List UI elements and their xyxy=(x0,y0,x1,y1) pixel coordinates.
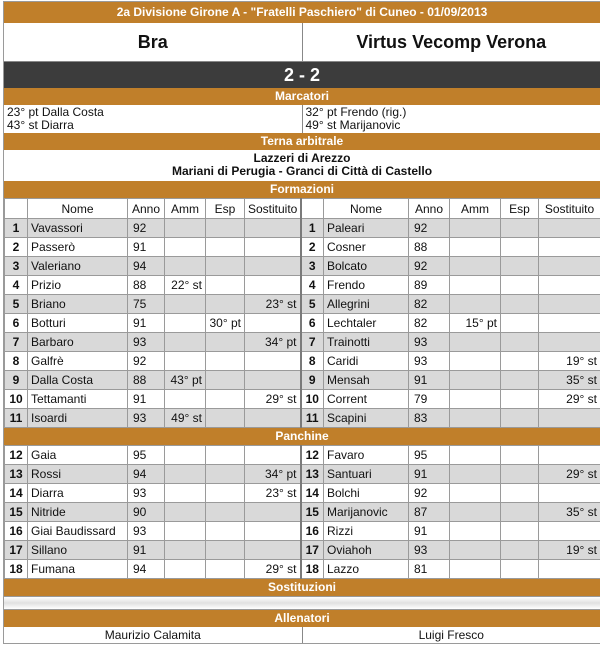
away-player-sub: 19° st xyxy=(539,352,600,371)
home-player-name: Dalla Costa xyxy=(28,371,128,390)
section-terna: Terna arbitrale xyxy=(4,133,600,150)
shirt-number: 11 xyxy=(5,409,28,428)
header-anno: Anno xyxy=(409,199,450,219)
away-player-year: 83 xyxy=(409,409,450,428)
away-player-red xyxy=(501,446,539,465)
away-player-sub xyxy=(539,276,600,295)
home-player-red xyxy=(206,276,245,295)
away-player-name: Santuari xyxy=(324,465,409,484)
home-player-year: 88 xyxy=(128,371,165,390)
player-row xyxy=(5,409,600,428)
home-player-sub xyxy=(245,257,301,276)
home-player-red xyxy=(206,238,245,257)
away-player-year: 82 xyxy=(409,295,450,314)
player-row xyxy=(5,314,600,333)
home-player-yellow xyxy=(165,390,206,409)
away-player-year: 93 xyxy=(409,541,450,560)
home-player-name: Botturi xyxy=(28,314,128,333)
away-player-sub xyxy=(539,484,600,503)
home-team-name: Bra xyxy=(4,23,303,61)
away-player-name: Mensah xyxy=(324,371,409,390)
away-player-year: 89 xyxy=(409,276,450,295)
home-player-year: 94 xyxy=(128,257,165,276)
away-player-sub: 35° st xyxy=(539,371,600,390)
away-player-name: Rizzi xyxy=(324,522,409,541)
away-player-yellow xyxy=(450,219,501,238)
home-player-year: 94 xyxy=(128,465,165,484)
away-player-yellow xyxy=(450,503,501,522)
away-team-name: Virtus Vecomp Verona xyxy=(303,23,600,61)
player-row xyxy=(5,219,600,238)
away-player-year: 91 xyxy=(409,465,450,484)
shirt-number: 9 xyxy=(5,371,28,390)
lineup-table xyxy=(4,198,600,428)
home-player-name: Rossi xyxy=(28,465,128,484)
away-player-year: 92 xyxy=(409,219,450,238)
home-player-red xyxy=(206,484,245,503)
shirt-number: 3 xyxy=(301,257,324,276)
away-player-sub xyxy=(539,219,600,238)
home-player-red xyxy=(206,333,245,352)
shirt-number: 7 xyxy=(5,333,28,352)
shirt-number: 12 xyxy=(5,446,28,465)
away-player-sub: 29° st xyxy=(539,390,600,409)
teams-row xyxy=(4,23,600,62)
shirt-number: 8 xyxy=(301,352,324,371)
home-player-year: 91 xyxy=(128,238,165,257)
shirt-number: 18 xyxy=(301,560,324,579)
away-player-sub xyxy=(539,522,600,541)
shirt-number: 1 xyxy=(5,219,28,238)
home-player-name: Barbaro xyxy=(28,333,128,352)
home-player-red: 30° pt xyxy=(206,314,245,333)
shirt-number: 10 xyxy=(301,390,324,409)
away-player-name: Cosner xyxy=(324,238,409,257)
lineup-header xyxy=(5,199,600,219)
home-player-year: 91 xyxy=(128,390,165,409)
away-player-red xyxy=(501,465,539,484)
home-player-yellow xyxy=(165,560,206,579)
header-amm: Amm xyxy=(165,199,206,219)
match-report xyxy=(3,1,600,644)
home-player-sub xyxy=(245,503,301,522)
away-player-yellow xyxy=(450,295,501,314)
scorer-line: 32° pt Frendo (rig.) xyxy=(306,106,598,119)
shirt-number: 15 xyxy=(301,503,324,522)
player-row xyxy=(5,465,600,484)
player-row xyxy=(5,238,600,257)
away-player-year: 92 xyxy=(409,484,450,503)
away-player-name: Scapini xyxy=(324,409,409,428)
home-player-name: Isoardi xyxy=(28,409,128,428)
away-player-yellow xyxy=(450,541,501,560)
home-player-red xyxy=(206,390,245,409)
away-player-sub xyxy=(539,446,600,465)
home-player-yellow xyxy=(165,522,206,541)
home-player-yellow xyxy=(165,503,206,522)
away-player-sub xyxy=(539,560,600,579)
shirt-number: 2 xyxy=(5,238,28,257)
shirt-number: 1 xyxy=(301,219,324,238)
shirt-number: 17 xyxy=(301,541,324,560)
home-player-red xyxy=(206,257,245,276)
home-player-sub: 34° pt xyxy=(245,465,301,484)
home-player-yellow xyxy=(165,446,206,465)
section-formazioni: Formazioni xyxy=(4,181,600,198)
away-player-sub xyxy=(539,257,600,276)
away-player-year: 92 xyxy=(409,257,450,276)
away-player-red xyxy=(501,314,539,333)
home-player-sub: 23° st xyxy=(245,484,301,503)
away-player-name: Marijanovic xyxy=(324,503,409,522)
home-player-yellow xyxy=(165,541,206,560)
shirt-number: 3 xyxy=(5,257,28,276)
home-player-sub xyxy=(245,352,301,371)
away-player-year: 95 xyxy=(409,446,450,465)
home-player-name: Tettamanti xyxy=(28,390,128,409)
away-player-sub xyxy=(539,333,600,352)
home-player-sub xyxy=(245,541,301,560)
home-player-name: Prizio xyxy=(28,276,128,295)
away-player-sub xyxy=(539,238,600,257)
section-allenatori: Allenatori xyxy=(4,610,600,627)
away-player-red xyxy=(501,409,539,428)
home-player-sub: 23° st xyxy=(245,295,301,314)
away-player-red xyxy=(501,238,539,257)
home-player-year: 92 xyxy=(128,352,165,371)
away-player-year: 79 xyxy=(409,390,450,409)
home-player-yellow xyxy=(165,219,206,238)
away-player-yellow xyxy=(450,257,501,276)
home-player-name: Galfrè xyxy=(28,352,128,371)
away-player-red xyxy=(501,219,539,238)
shirt-number: 12 xyxy=(301,446,324,465)
away-player-yellow xyxy=(450,371,501,390)
home-player-name: Passerò xyxy=(28,238,128,257)
away-player-yellow xyxy=(450,522,501,541)
away-player-name: Caridi xyxy=(324,352,409,371)
home-player-sub xyxy=(245,446,301,465)
away-player-sub xyxy=(539,295,600,314)
home-player-red xyxy=(206,560,245,579)
scorer-line: 23° pt Dalla Costa xyxy=(7,106,299,119)
home-player-sub xyxy=(245,314,301,333)
home-player-yellow xyxy=(165,257,206,276)
home-player-year: 94 xyxy=(128,560,165,579)
away-player-yellow xyxy=(450,446,501,465)
header-blank xyxy=(5,199,28,219)
away-player-year: 87 xyxy=(409,503,450,522)
header-nome: Nome xyxy=(324,199,409,219)
section-sostituzioni: Sostituzioni xyxy=(4,579,600,596)
player-row xyxy=(5,371,600,390)
away-player-name: Lechtaler xyxy=(324,314,409,333)
home-player-name: Giai Baudissard xyxy=(28,522,128,541)
home-player-name: Vavassori xyxy=(28,219,128,238)
shirt-number: 6 xyxy=(301,314,324,333)
away-player-yellow xyxy=(450,276,501,295)
shirt-number: 4 xyxy=(5,276,28,295)
home-coach: Maurizio Calamita xyxy=(4,627,303,643)
away-player-year: 91 xyxy=(409,371,450,390)
away-player-red xyxy=(501,522,539,541)
shirt-number: 17 xyxy=(5,541,28,560)
home-player-sub: 34° pt xyxy=(245,333,301,352)
away-player-red xyxy=(501,371,539,390)
away-player-year: 93 xyxy=(409,352,450,371)
home-player-red xyxy=(206,541,245,560)
home-player-year: 91 xyxy=(128,314,165,333)
player-row xyxy=(5,446,600,465)
home-player-year: 90 xyxy=(128,503,165,522)
away-player-year: 81 xyxy=(409,560,450,579)
shirt-number: 6 xyxy=(5,314,28,333)
home-player-year: 95 xyxy=(128,446,165,465)
header-sostituito: Sostituito xyxy=(245,199,301,219)
home-player-yellow: 49° st xyxy=(165,409,206,428)
away-player-yellow xyxy=(450,484,501,503)
home-player-name: Valeriano xyxy=(28,257,128,276)
away-player-yellow xyxy=(450,560,501,579)
away-player-yellow xyxy=(450,465,501,484)
shirt-number: 15 xyxy=(5,503,28,522)
away-player-name: Bolchi xyxy=(324,484,409,503)
away-player-year: 88 xyxy=(409,238,450,257)
shirt-number: 13 xyxy=(301,465,324,484)
away-player-red xyxy=(501,484,539,503)
home-scorers xyxy=(4,105,303,133)
away-player-year: 91 xyxy=(409,522,450,541)
shirt-number: 18 xyxy=(5,560,28,579)
player-row xyxy=(5,541,600,560)
home-player-red xyxy=(206,522,245,541)
shirt-number: 9 xyxy=(301,371,324,390)
home-player-red xyxy=(206,295,245,314)
away-player-sub: 35° st xyxy=(539,503,600,522)
away-player-name: Paleari xyxy=(324,219,409,238)
shirt-number: 4 xyxy=(301,276,324,295)
home-player-name: Briano xyxy=(28,295,128,314)
shirt-number: 5 xyxy=(5,295,28,314)
home-player-sub xyxy=(245,238,301,257)
away-player-year: 93 xyxy=(409,333,450,352)
away-player-yellow xyxy=(450,390,501,409)
away-player-year: 82 xyxy=(409,314,450,333)
scorers xyxy=(4,105,600,133)
away-player-red xyxy=(501,295,539,314)
away-player-name: Allegrini xyxy=(324,295,409,314)
away-player-name: Frendo xyxy=(324,276,409,295)
home-player-year: 75 xyxy=(128,295,165,314)
home-player-name: Gaia xyxy=(28,446,128,465)
header-esp: Esp xyxy=(501,199,539,219)
home-player-sub xyxy=(245,371,301,390)
away-player-sub xyxy=(539,409,600,428)
player-row xyxy=(5,295,600,314)
home-player-sub xyxy=(245,522,301,541)
away-player-red xyxy=(501,333,539,352)
home-player-name: Fumana xyxy=(28,560,128,579)
shirt-number: 5 xyxy=(301,295,324,314)
home-player-red xyxy=(206,503,245,522)
player-row xyxy=(5,257,600,276)
home-player-yellow: 43° pt xyxy=(165,371,206,390)
shirt-number: 14 xyxy=(5,484,28,503)
away-player-red xyxy=(501,503,539,522)
home-player-red xyxy=(206,352,245,371)
home-player-yellow xyxy=(165,465,206,484)
away-player-name: Oviahoh xyxy=(324,541,409,560)
shirt-number: 8 xyxy=(5,352,28,371)
scorer-line: 43° st Diarra xyxy=(7,119,299,132)
away-player-sub: 19° st xyxy=(539,541,600,560)
home-player-sub xyxy=(245,409,301,428)
shirt-number: 13 xyxy=(5,465,28,484)
away-player-yellow xyxy=(450,409,501,428)
home-player-yellow xyxy=(165,314,206,333)
home-player-year: 93 xyxy=(128,522,165,541)
header-amm: Amm xyxy=(450,199,501,219)
away-player-name: Trainotti xyxy=(324,333,409,352)
away-player-yellow: 15° pt xyxy=(450,314,501,333)
home-player-year: 88 xyxy=(128,276,165,295)
away-player-yellow xyxy=(450,238,501,257)
away-player-name: Lazzo xyxy=(324,560,409,579)
header-sostituito: Sostituito xyxy=(539,199,600,219)
match-title: 2a Divisione Girone A - "Fratelli Paschiero" di Cuneo - 01/09/2013 xyxy=(4,2,600,23)
away-player-red xyxy=(501,390,539,409)
home-player-red xyxy=(206,446,245,465)
away-player-red xyxy=(501,352,539,371)
away-coach: Luigi Fresco xyxy=(303,627,600,643)
player-row xyxy=(5,522,600,541)
home-player-red xyxy=(206,465,245,484)
player-row xyxy=(5,503,600,522)
shirt-number: 7 xyxy=(301,333,324,352)
substitutions-divider xyxy=(4,596,600,610)
home-player-year: 93 xyxy=(128,484,165,503)
referee-line: Lazzeri di Arezzo xyxy=(4,152,600,165)
home-player-name: Diarra xyxy=(28,484,128,503)
player-row xyxy=(5,484,600,503)
home-player-sub: 29° st xyxy=(245,390,301,409)
home-player-red xyxy=(206,409,245,428)
home-player-sub xyxy=(245,276,301,295)
home-player-yellow xyxy=(165,295,206,314)
away-player-red xyxy=(501,276,539,295)
shirt-number: 14 xyxy=(301,484,324,503)
player-row xyxy=(5,352,600,371)
shirt-number: 2 xyxy=(301,238,324,257)
header-nome: Nome xyxy=(28,199,128,219)
player-row xyxy=(5,560,600,579)
section-panchine: Panchine xyxy=(4,428,600,445)
referee-line: Mariani di Perugia - Granci di Città di Castello xyxy=(4,165,600,178)
home-player-name: Nitride xyxy=(28,503,128,522)
player-row xyxy=(5,390,600,409)
shirt-number: 16 xyxy=(301,522,324,541)
home-player-year: 92 xyxy=(128,219,165,238)
away-scorers xyxy=(303,105,600,133)
home-player-yellow xyxy=(165,484,206,503)
home-player-yellow xyxy=(165,352,206,371)
player-row xyxy=(5,333,600,352)
home-player-yellow: 22° st xyxy=(165,276,206,295)
player-row xyxy=(5,276,600,295)
shirt-number: 10 xyxy=(5,390,28,409)
header-esp: Esp xyxy=(206,199,245,219)
away-player-red xyxy=(501,541,539,560)
shirt-number: 11 xyxy=(301,409,324,428)
away-player-yellow xyxy=(450,333,501,352)
referees xyxy=(4,150,600,181)
away-player-red xyxy=(501,560,539,579)
away-player-name: Bolcato xyxy=(324,257,409,276)
away-player-sub: 29° st xyxy=(539,465,600,484)
home-player-yellow xyxy=(165,333,206,352)
home-player-year: 91 xyxy=(128,541,165,560)
home-player-red xyxy=(206,219,245,238)
home-player-year: 93 xyxy=(128,409,165,428)
bench-table xyxy=(4,445,600,579)
away-player-sub xyxy=(539,314,600,333)
away-player-red xyxy=(501,257,539,276)
home-player-sub: 29° st xyxy=(245,560,301,579)
home-player-red xyxy=(206,371,245,390)
section-marcatori: Marcatori xyxy=(4,88,600,105)
away-player-name: Favaro xyxy=(324,446,409,465)
home-player-yellow xyxy=(165,238,206,257)
final-score: 2 - 2 xyxy=(4,62,600,88)
shirt-number: 16 xyxy=(5,522,28,541)
scorer-line: 49° st Marijanovic xyxy=(306,119,598,132)
home-player-sub xyxy=(245,219,301,238)
home-player-name: Sillano xyxy=(28,541,128,560)
header-blank xyxy=(301,199,324,219)
home-player-year: 93 xyxy=(128,333,165,352)
header-anno: Anno xyxy=(128,199,165,219)
away-player-name: Corrent xyxy=(324,390,409,409)
away-player-yellow xyxy=(450,352,501,371)
coaches xyxy=(4,627,600,643)
